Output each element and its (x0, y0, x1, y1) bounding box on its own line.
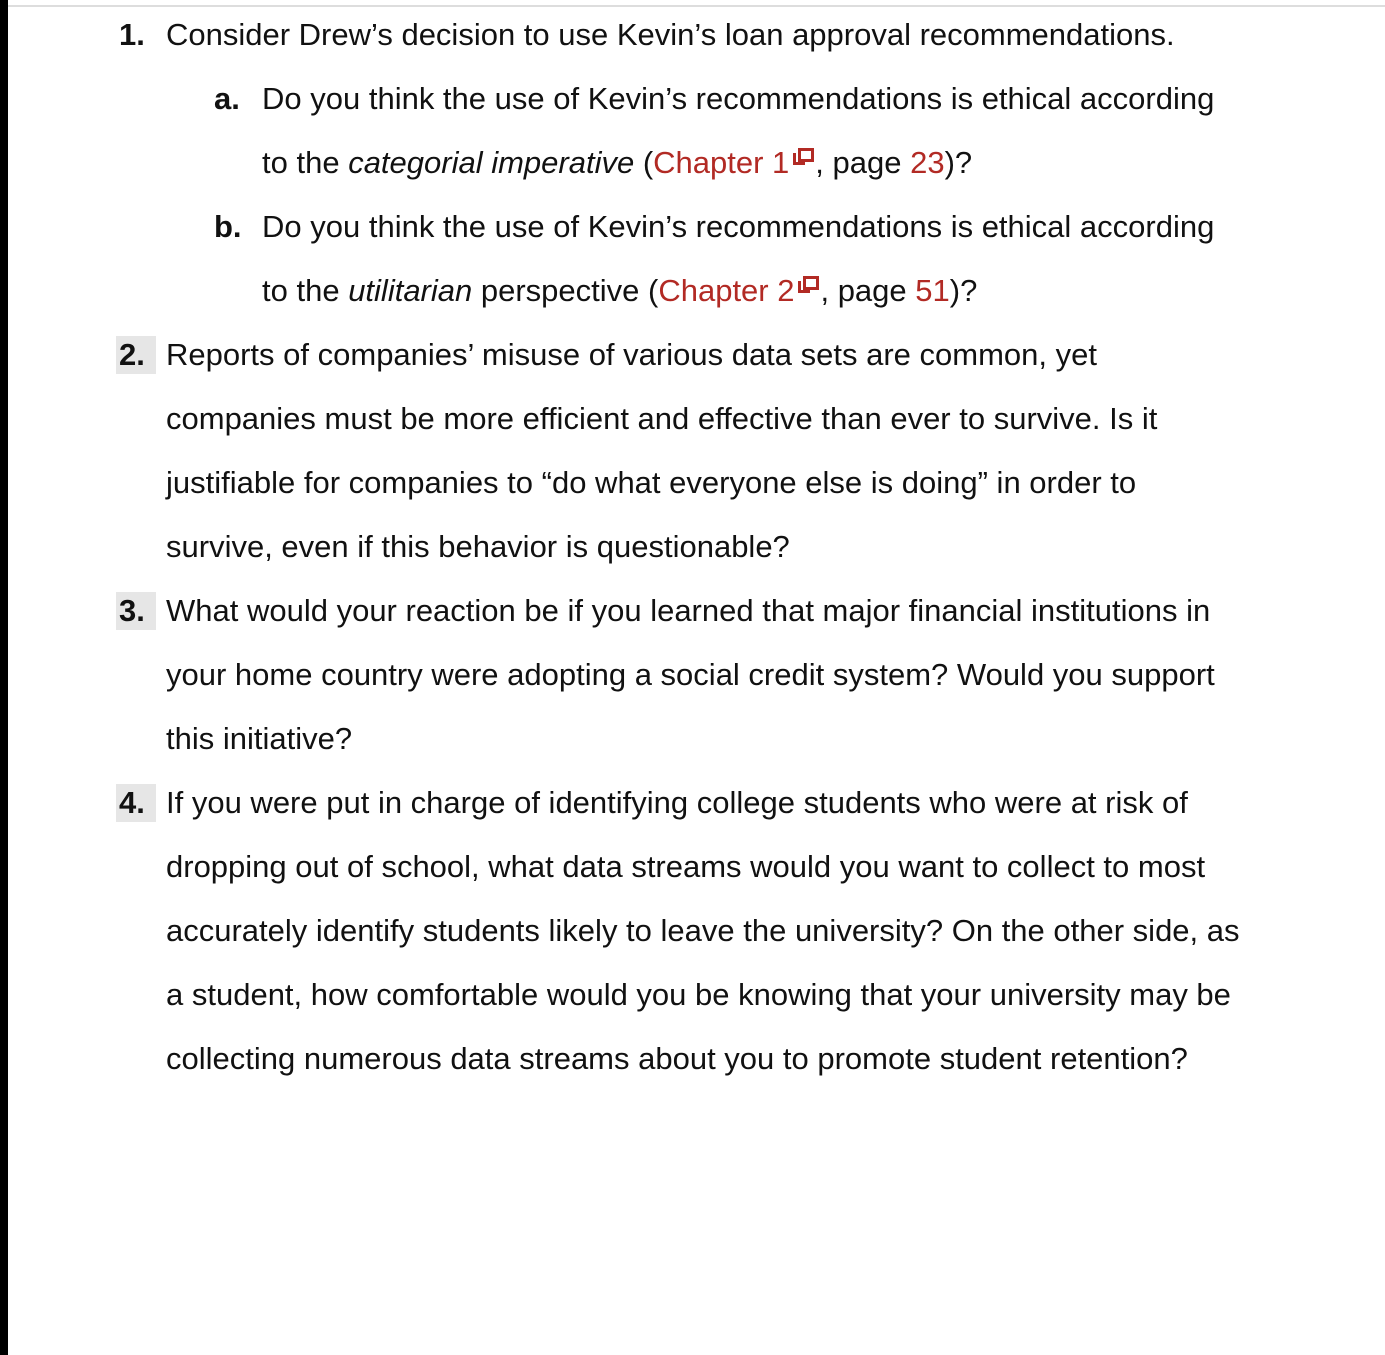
question-1a (0, 67, 1227, 195)
paren-close: )? (944, 145, 973, 180)
emphasis-term: utilitarian (348, 273, 473, 308)
subquestion-lead-text: Do you think the use of Kevin’s recommendations is ethical according to the (262, 81, 1215, 180)
paren-close: )? (949, 273, 978, 308)
chapter-2-link[interactable] (658, 273, 820, 308)
emphasis-term: categorial imperative (348, 145, 635, 180)
question-text: Consider Drew’s decision to use Kevin’s loan approval recommendations. (166, 17, 1175, 52)
external-link-icon (793, 148, 814, 167)
page-23-link[interactable]: 23 (910, 145, 945, 180)
paren-open: ( (634, 145, 654, 180)
question-3 (0, 579, 1246, 771)
question-1 (0, 3, 1246, 67)
paren-open: perspective ( (472, 273, 659, 308)
subquestion-letter: a. (214, 81, 240, 116)
external-link-icon (798, 276, 819, 295)
question-text: Reports of companies’ misuse of various data sets are common, yet companies must be more efficient and effective than ever to survive. Is it justifiable for companies to “do what everyone else is doing” in order to survive, even if this behavior is questionable? (166, 337, 1158, 564)
question-4 (0, 771, 1246, 1091)
subquestion-letter: b. (214, 209, 242, 244)
question-number: 2. (116, 336, 156, 374)
question-list (0, 3, 1385, 1091)
question-1b (0, 195, 1227, 323)
page-prefix: , page (815, 145, 911, 180)
chapter-link-label: Chapter 1 (653, 145, 790, 180)
question-2 (0, 323, 1246, 579)
chapter-link-label: Chapter 2 (658, 273, 795, 308)
page-prefix: , page (820, 273, 916, 308)
question-number: 1. (119, 17, 145, 52)
page-51-link[interactable]: 51 (915, 273, 950, 308)
chapter-1-link[interactable] (653, 145, 815, 180)
question-text: If you were put in charge of identifying college students who were at risk of dropping out of school, what data streams would you want to collect to most accurately identify students likely to leave the university? On the other side, as a student, how comfortable would you be knowing that your university may be collecting numerous data streams about you to promote student retention? (166, 785, 1240, 1076)
question-text: What would your reaction be if you learned that major financial institutions in your home country were adopting a social credit system? Would you support this initiative? (166, 593, 1215, 756)
question-number: 4. (116, 784, 156, 822)
question-number: 3. (116, 592, 156, 630)
subquestion-text (262, 195, 1227, 323)
subquestion-lead-text: Do you think the use of Kevin’s recommendations is ethical according to the (262, 209, 1215, 308)
subquestion-text (262, 67, 1227, 195)
